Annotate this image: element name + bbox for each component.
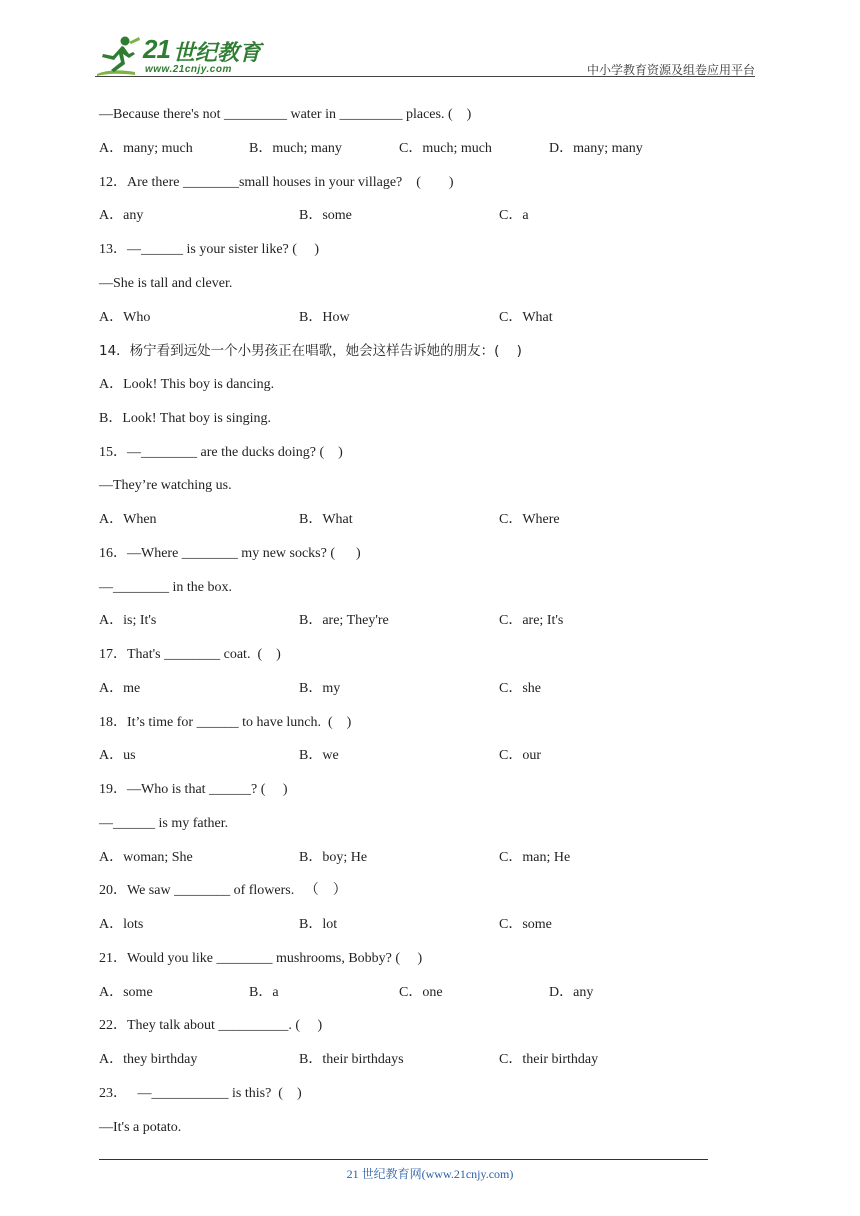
- answer-option: D．any: [549, 984, 594, 1000]
- question-line: —Because there's not _________ water in _________ places. ( ): [99, 107, 472, 122]
- answer-option: B．we: [299, 748, 339, 764]
- options-row: [99, 847, 719, 881]
- answer-option: B．some: [299, 208, 352, 224]
- question-line: 19．—Who is that ______? ( ): [99, 782, 288, 797]
- logo-number: 21: [143, 34, 170, 64]
- answer-option: C．What: [499, 309, 553, 325]
- options-row: [99, 745, 719, 779]
- answer-option: C．our: [499, 748, 541, 764]
- answer-option: A．woman; She: [99, 849, 193, 865]
- answer-option: B．are; They're: [299, 613, 389, 629]
- logo-url: www.21cnjy.com: [145, 64, 232, 75]
- answer-option: C．one: [399, 984, 443, 1000]
- question-line: 13．—______ is your sister like? ( ): [99, 242, 320, 257]
- answer-option: A．is; It's: [99, 613, 157, 629]
- options-row: [99, 982, 719, 1016]
- answer-option: C．a: [499, 208, 529, 224]
- answer-option: B．What: [299, 512, 353, 527]
- question-line: 15．—________ are the ducks doing? ( ): [99, 444, 343, 460]
- question-line: 12．Are there ________small houses in your village? ( ): [99, 174, 454, 190]
- answer-option: B．a: [249, 984, 279, 1000]
- question-line: 22．They talk about __________. ( ): [99, 1018, 323, 1034]
- options-row: [99, 1049, 719, 1083]
- question-line: —________ in the box.: [99, 579, 232, 595]
- answer-option: D．many; many: [549, 140, 643, 156]
- question-line: B．Look! That boy is singing.: [99, 410, 272, 426]
- answer-option: A．me: [99, 680, 141, 696]
- answer-option: B．my: [299, 680, 341, 696]
- site-logo: [95, 30, 265, 78]
- question-line: 23． —___________ is this? ( ): [99, 1085, 302, 1101]
- answer-option: A．lots: [99, 917, 144, 932]
- answer-option: C．their birthday: [499, 1052, 599, 1067]
- question-line: —She is tall and clever.: [99, 275, 233, 291]
- answer-option: B．their birthdays: [299, 1052, 404, 1067]
- logo-text: 世纪教育: [173, 41, 262, 66]
- answer-option: C．Where: [499, 512, 560, 527]
- answer-option: A．some: [99, 984, 153, 1000]
- answer-option: B．much; many: [249, 140, 342, 156]
- question-line: —It's a potato.: [99, 1119, 182, 1135]
- answer-option: C．are; It's: [499, 613, 564, 629]
- question-line: 21．Would you like ________ mushrooms, Bobby? ( ): [99, 950, 423, 966]
- question-line: 20．We saw ________ of flowers. （ ）: [99, 883, 347, 899]
- answer-option: A．Who: [99, 309, 151, 325]
- question-line: —______ is my father.: [99, 815, 229, 831]
- answer-option: C．man; He: [499, 849, 571, 865]
- answer-option: B．lot: [299, 917, 338, 932]
- header-divider: [95, 76, 755, 77]
- answer-option: C．she: [499, 680, 541, 696]
- answer-option: A．When: [99, 512, 157, 527]
- answer-option: C．much; much: [399, 140, 492, 156]
- footer-text: 21 世纪教育网(www.21cnjy.com): [346, 1167, 514, 1181]
- options-row: [99, 205, 719, 239]
- answer-option: B．How: [299, 309, 350, 325]
- page-header: [95, 30, 755, 80]
- answer-option: A．any: [99, 208, 144, 224]
- options-row: [99, 138, 719, 172]
- question-line: 14．杨宁看到远处一个小男孩正在唱歌，她会这样告诉她的朋友：( ): [99, 343, 522, 360]
- footer-divider: [99, 1159, 708, 1160]
- answer-option: C．some: [499, 917, 552, 932]
- options-row: [99, 307, 719, 341]
- platform-text: 中小学教育资源及组卷应用平台: [586, 63, 755, 77]
- answer-option: B．boy; He: [299, 849, 368, 865]
- question-line: A．Look! This boy is dancing.: [99, 377, 275, 392]
- answer-option: A．us: [99, 748, 136, 764]
- runner-logo-icon: [95, 34, 143, 78]
- question-list: [99, 104, 719, 1150]
- options-row: [99, 509, 719, 543]
- question-line: 17．That's ________ coat. ( ): [99, 647, 281, 662]
- question-line: —They’re watching us.: [99, 478, 232, 494]
- question-line: 18．It’s time for ______ to have lunch. ( ): [99, 714, 352, 730]
- options-row: [99, 914, 719, 948]
- answer-option: A．many; much: [99, 140, 193, 156]
- answer-option: A．they birthday: [99, 1052, 198, 1067]
- question-line: 16．—Where ________ my new socks? ( ): [99, 545, 361, 561]
- options-row: [99, 678, 719, 712]
- options-row: [99, 610, 719, 644]
